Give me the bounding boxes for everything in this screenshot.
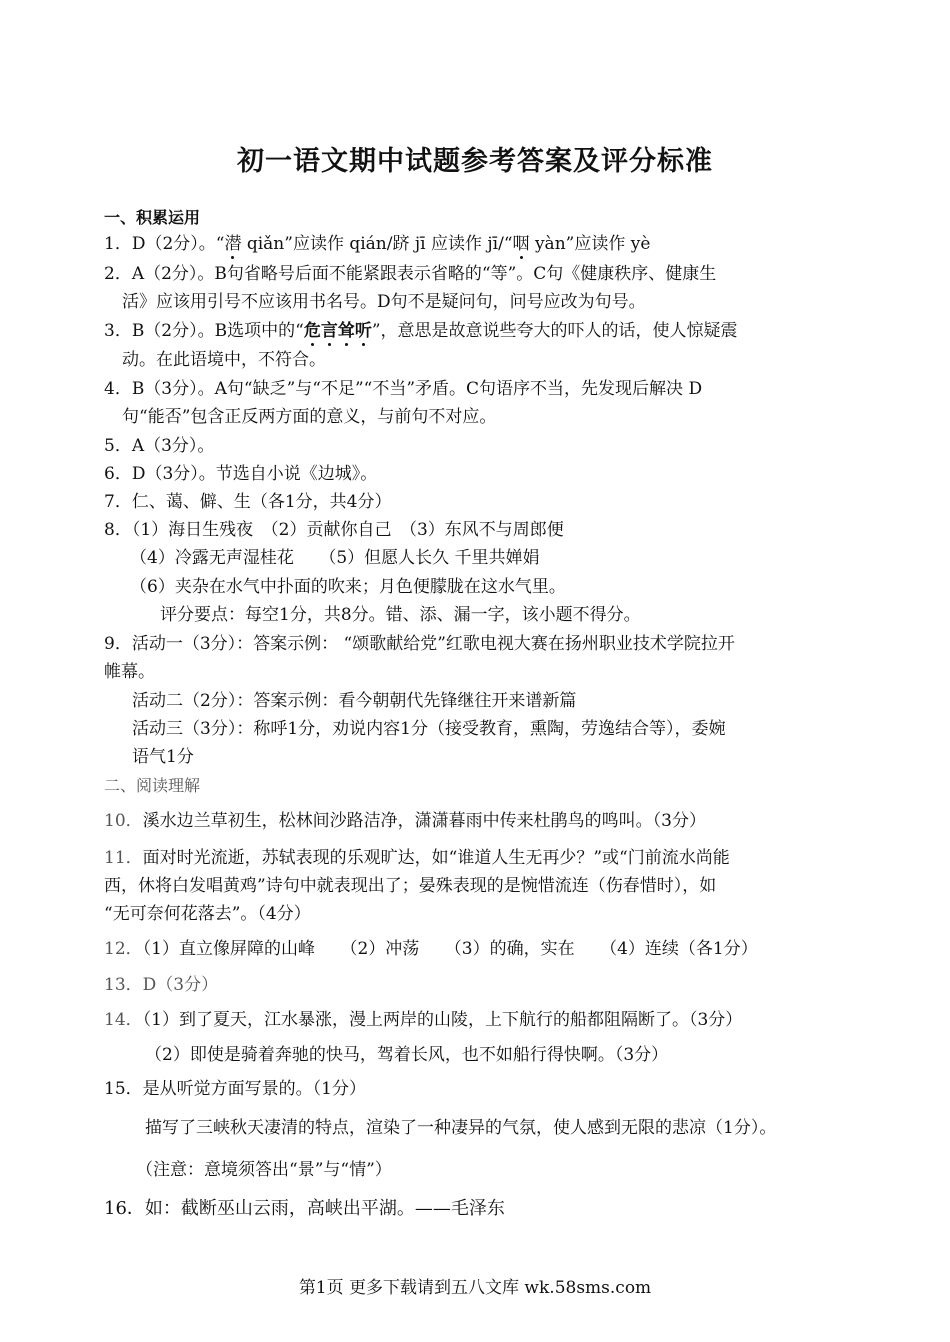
answer-15-note: （注意：意境须答出“景”与“情”） [136,1160,392,1180]
answer-15-line-1: 15．是从听觉方面写景的。（1分） [104,1079,366,1099]
answer-3-line-2: 动。在此语境中，不符合。 [122,350,326,370]
answer-11-line-1 [104,847,730,869]
idiom-char-4: 听 [354,321,372,341]
answer-14-text-1: （1）到了夏天，江水暴涨，漫上两岸的山陵，上下航行的船都阻隔断了。（3分） [142,1010,743,1030]
idiom-char-3: 耸 [337,321,355,341]
answer-8-line-3: （6）夹杂在水气中扑面的吹来；月色便朦胧在这水气里。 [130,577,566,597]
answer-3-text-b: ”，意思是故意说些夸大的吓人的话，使人惊疑震 [371,321,738,341]
section-heading-reading: 二、阅读理解 [104,776,201,795]
answer-10-text: 溪水边兰草初生，松林间沙路洁净，潇潇暮雨中传来杜鹃鸟的鸣叫。（3分） [142,811,706,831]
answer-1-dotted-char-2: 咽 [512,234,530,254]
answer-1 [104,233,650,255]
answer-3-idiom [304,321,372,341]
answer-9-activity-2: 活动二（2分）：答案示例：看今朝朝代先锋继往开来谱新篇 [132,691,577,711]
answer-11-line-2: 西，休将白发唱黄鸡”诗句中就表现出了；晏殊表现的是惋惜流连（伤春惜时），如 [104,876,717,896]
answer-2-line-1: 2．A（2分）。B句省略号后面不能紧跟表示省略的“等”。C句《健康秩序、健康生 [104,264,717,284]
answer-5: 5．A（3分）。 [104,436,215,456]
answer-7: 7．仁、蔼、僻、生（各1分，共4分） [104,492,392,512]
answer-16: 16．如：截断巫山云雨，高峡出平湖。——毛泽东 [104,1198,505,1219]
answer-14-line-2: （2）即使是骑着奔驰的快马，驾着长风，也不如船行得快啊。（3分） [145,1045,669,1065]
answer-9-activity-3-cont: 语气1分 [132,747,194,767]
answer-4-line-2: 句“能否”包含正反两方面的意义，与前句不对应。 [122,407,497,427]
answer-14-number: 14． [104,1010,143,1030]
answer-3-text-a: 3．B（2分）。B选项中的“ [104,321,304,341]
section-heading-accumulation: 一、积累运用 [104,208,201,227]
answer-1-text-c: yàn”应读作 yè [529,234,651,254]
answer-8-line-1: 8．（1）海日生残夜 （2）贡献你自己 （3）东风不与周郎便 [104,520,564,540]
answer-6: 6．D（3分）。节选自小说《边城》。 [104,464,378,484]
answer-1-text-a: 1．D（2分）。“ [104,234,225,254]
answer-9-line-2: 帷幕。 [104,662,155,682]
answer-11-text-1: 面对时光流逝，苏轼表现的乐观旷达，如“谁道人生无再少？”或“门前流水尚能 [142,848,730,868]
answer-9-line-1: 9．活动一（3分）：答案示例： “颂歌献给党”红歌电视大赛在扬州职业技术学院拉开 [104,634,735,654]
answer-1-text-b: qiǎn”应读作 qián/跻 jī 应读作 jī/“ [241,234,513,254]
answer-11-number: 11． [104,848,143,868]
answer-10-number: 10． [104,811,143,831]
idiom-char-1: 危 [303,321,321,341]
page-title: 初一语文期中试题参考答案及评分标准 [237,146,713,177]
answer-11-line-3: “无可奈何花落去”。（4分） [104,904,311,924]
page-footer: 第1页 更多下载请到五八文库 wk.58sms.com [298,1278,652,1298]
answer-3-line-1 [104,320,738,342]
answer-12-text: （1）直立像屏障的山峰 （2）冲荡 （3）的确，实在 （4）连续（各1分） [142,939,758,959]
answer-9-activity-3: 活动三（3分）：称呼1分，劝说内容1分（接受教育，熏陶，劳逸结合等），委婉 [132,719,726,739]
idiom-char-2: 言 [320,321,338,341]
answer-8-scoring-note: 评分要点：每空1分，共8分。错、添、漏一字，该小题不得分。 [160,605,641,625]
answer-14-line-1 [104,1009,742,1031]
answer-2-line-2: 活》应该用引号不应该用书名号。D句不是疑问句，问号应改为句号。 [122,292,646,312]
answer-15-line-2: 描写了三峡秋天凄清的特点，渲染了一种凄异的气氛，使人感到无限的悲凉（1分）。 [145,1118,777,1138]
answer-12-number: 12． [104,939,143,959]
answer-13: 13．D（3分） [104,975,219,995]
answer-1-dotted-char-1: 潜 [224,234,242,254]
answer-4-line-1: 4．B（3分）。A句“缺乏”与“不足”“不当”矛盾。C句语序不当，先发现后解决 D [104,379,703,399]
answer-8-line-2: （4）冷露无声湿桂花 （5）但愿人长久 千里共婵娟 [130,548,540,568]
answer-12 [104,938,758,960]
answer-10 [104,810,706,832]
